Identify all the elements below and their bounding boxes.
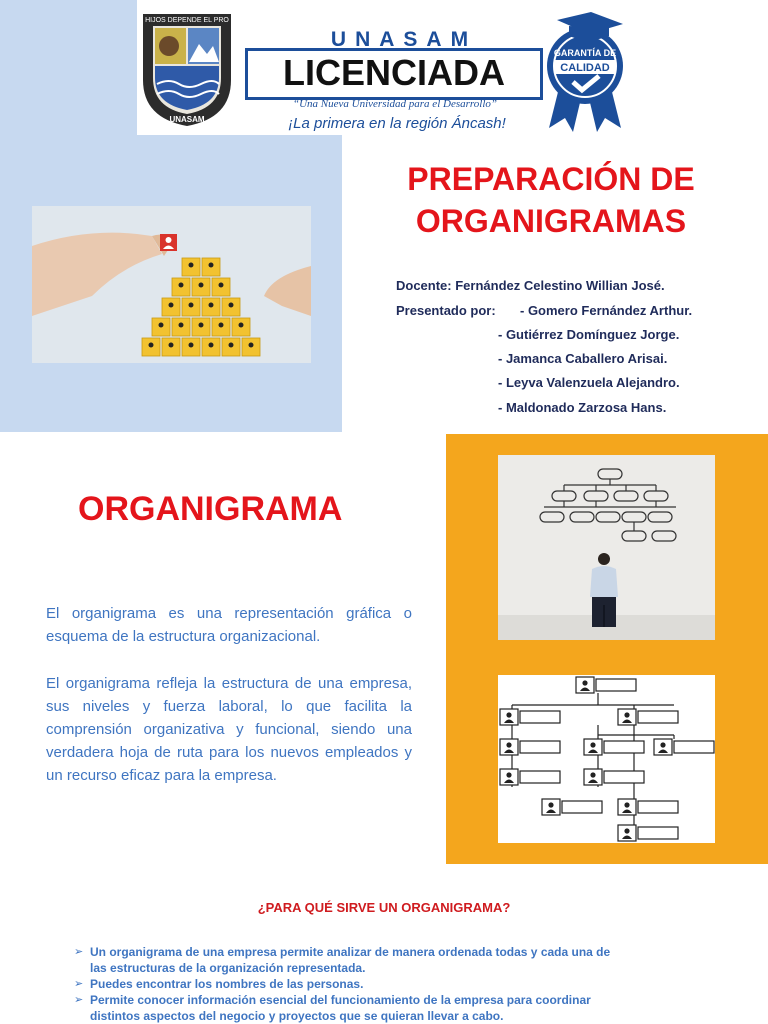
university-banner — [137, 0, 631, 135]
org-node-box — [654, 739, 714, 755]
person-icon — [159, 323, 164, 328]
person-icon — [189, 303, 194, 308]
author-item: - Leyva Valenzuela Alejandro. — [498, 375, 680, 390]
person-icon — [249, 343, 254, 348]
org-chart-diagram-image — [498, 675, 715, 843]
teacher-line: Docente: Fernández Celestino Willian José. — [396, 278, 665, 293]
list-item — [74, 992, 614, 1024]
list-item-text: Puedes encontrar los nombres de las personas. — [90, 977, 364, 991]
org-node-box — [576, 677, 636, 693]
university-slogan: “Una Nueva Universidad para el Desarrollo” — [292, 98, 497, 110]
org-node-box — [500, 709, 560, 725]
person-icon — [149, 343, 154, 348]
person-icon — [179, 323, 184, 328]
org-node-box — [618, 709, 678, 725]
person-icon — [189, 263, 194, 268]
org-node-box — [618, 825, 678, 841]
org-node-box — [542, 799, 602, 815]
presented-by-label: Presentado por: — [396, 303, 496, 318]
arrow-bullet-icon: ➢ — [74, 978, 84, 990]
description-paragraph: El organigrama refleja la estructura de una empresa, sus niveles y fuerza laboral, lo que facilita la comprensión organizativa y funcional, siendo una verdadera hoja de ruta para los nuevos empleados y un recurso eficaz para la empresa. — [46, 675, 412, 784]
org-node-box — [584, 769, 644, 785]
region-tagline: ¡La primera en la región Áncash! — [288, 115, 506, 132]
list-item — [74, 944, 614, 976]
person-icon — [169, 343, 174, 348]
arrow-bullet-icon: ➢ — [74, 946, 84, 958]
org-node-box — [618, 799, 678, 815]
org-node-box — [500, 769, 560, 785]
document-title — [356, 158, 746, 242]
person-icon — [189, 343, 194, 348]
uses-question-heading: ¿PARA QUÉ SIRVE UN ORGANIGRAMA? — [257, 900, 511, 915]
badge-text-guarantee: GARANTÍA DE — [553, 48, 617, 58]
definition-paragraph: El organigrama es una representación gráfica o esquema de la estructura organizacional. — [46, 605, 412, 645]
person-icon — [229, 343, 234, 348]
person-icon — [209, 263, 214, 268]
quality-badge-logo — [539, 10, 631, 132]
licensed-label: LICENCIADA — [245, 48, 543, 100]
person-icon — [219, 283, 224, 288]
author-item: - Maldonado Zarzosa Hans. — [498, 400, 667, 415]
person-icon — [219, 323, 224, 328]
author-item: - Jamanca Caballero Arisai. — [498, 351, 668, 366]
title-line-2: ORGANIGRAMAS — [415, 203, 687, 239]
arrow-bullet-icon: ➢ — [74, 994, 84, 1006]
person-icon — [199, 283, 204, 288]
person-icon — [179, 283, 184, 288]
person-icon — [199, 323, 204, 328]
person-icon — [239, 323, 244, 328]
list-item-text: Un organigrama de una empresa permite analizar de manera ordenada todas y cada una de las estructuras de la organización representada. — [90, 945, 611, 975]
man-looking-at-org-chart-photo — [498, 455, 715, 640]
author-item: - Gomero Fernández Arthur. — [520, 303, 693, 318]
org-node-box — [500, 739, 560, 755]
seal-bottom-text: UNASAM — [169, 115, 205, 124]
person-icon — [209, 303, 214, 308]
title-line-1: PREPARACIÓN DE — [407, 161, 695, 197]
list-item-text: Permite conocer información esencial del funcionamiento de la empresa para coordinar distintos aspectos del negocio y proyectos que se quieran llevar a cabo. — [90, 993, 591, 1023]
org-node-box — [584, 739, 644, 755]
university-seal-logo — [139, 10, 235, 128]
section-heading: ORGANIGRAMA — [78, 490, 343, 528]
person-icon — [229, 303, 234, 308]
badge-text-quality: CALIDAD — [560, 62, 610, 74]
seal-top-text: HIJOS DEPENDE EL PRO — [145, 17, 229, 24]
university-name: UNASAM — [330, 28, 478, 51]
uses-list — [74, 944, 614, 1024]
author-item: - Gutiérrez Domínguez Jorge. — [498, 327, 680, 342]
pyramid-blocks-photo — [32, 206, 311, 363]
person-icon — [169, 303, 174, 308]
person-icon — [209, 343, 214, 348]
list-item — [74, 976, 614, 992]
